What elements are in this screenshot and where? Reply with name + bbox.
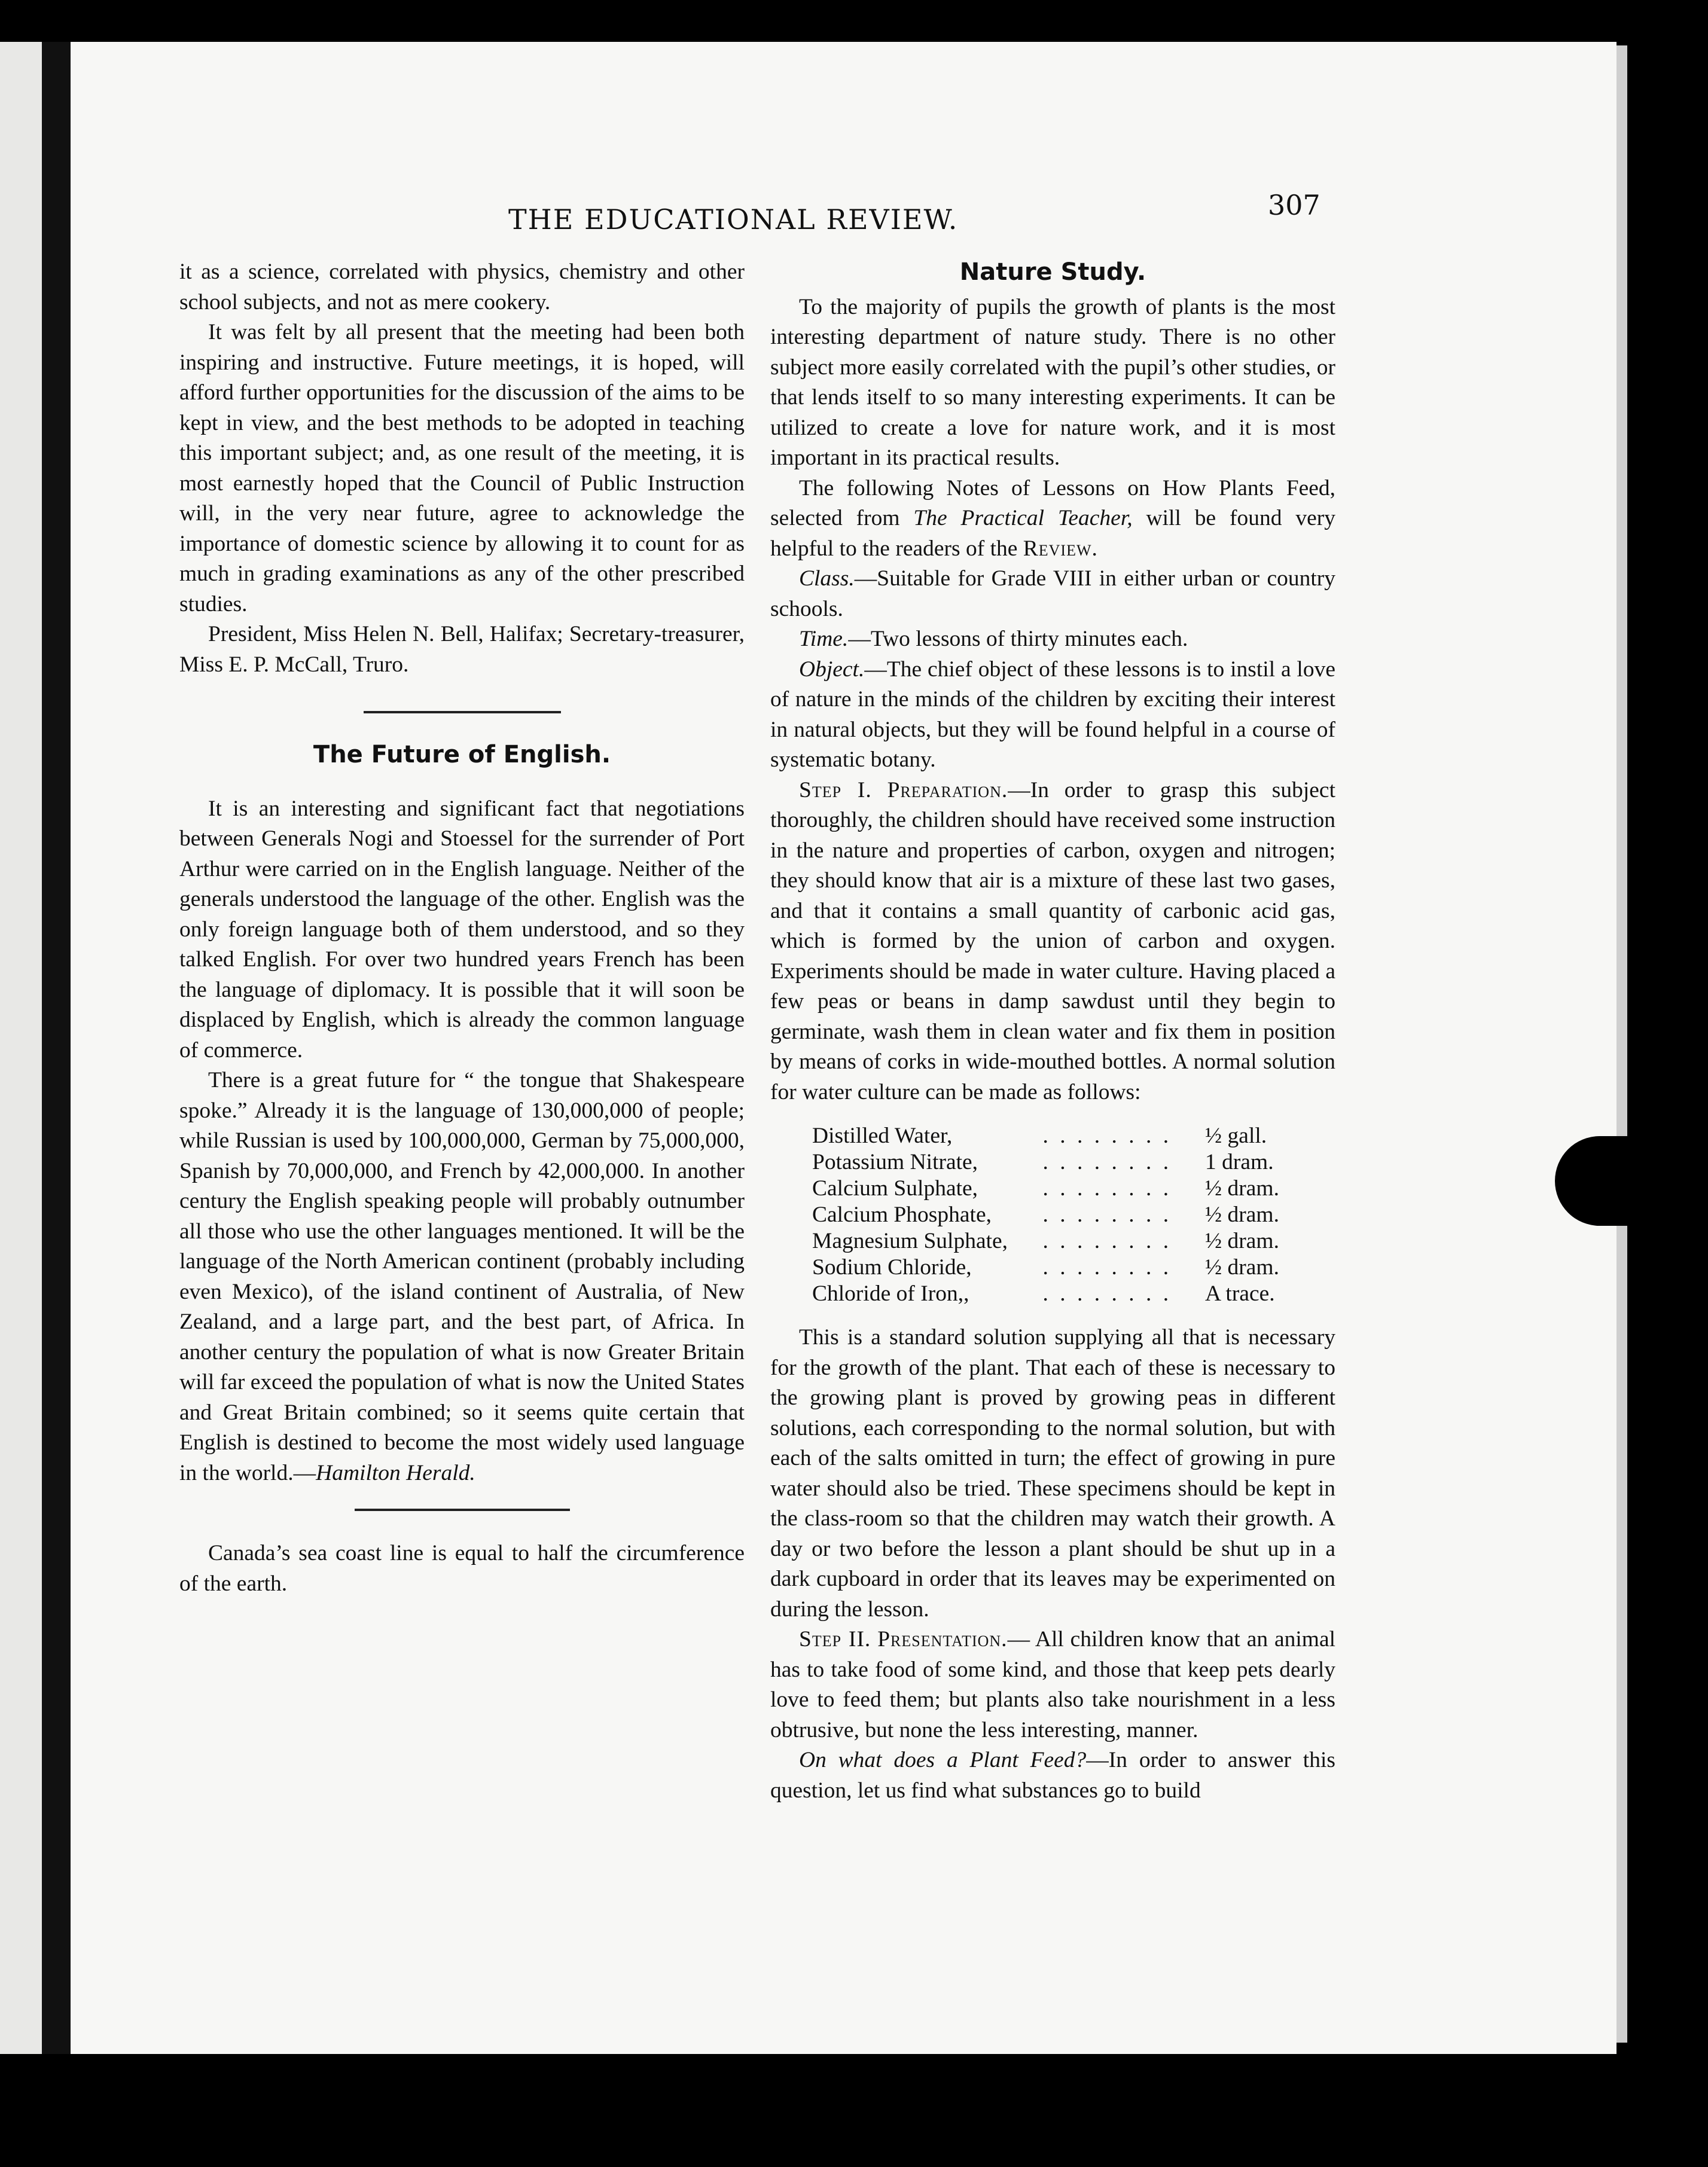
leader-dots: . . . . . . . . <box>1042 1229 1172 1253</box>
article-title-future-of-english: The Future of English. <box>313 741 611 768</box>
article-paragraph-text: There is a great future for “ the tongue that Shakespeare spoke.” Already it is the language of 130,000,000 of people; while Russian is used by 100,000,000, German by 75,000,000, Spanish by 70,000,000, and French by 42,000,000. In another century the English speaking people will probably outnumber all those who use the other languages mentioned. It will be the language of the North American continent (probably including even Mexico), of the island continent of Australia, of New Zealand, and a large part, and the best part, of Africa. In another century the population of what is now Greater Britain will far exceed the population of what is now the United States and Great Britain combined; so it seems quite certain that English is destined to become the most widely used language in the world.— <box>179 1068 745 1485</box>
solution-row <box>812 1123 1291 1149</box>
ingredient-amount: ½ dram. <box>1205 1255 1279 1280</box>
intro-paragraph: To the majority of pupils the growth of plants is the most interesting department of nature study. There is no other subject more easily correlated with the pupil’s other studies, or that lends itself to so many interesting experiments. It can be utilized to create a love for nature work, and it is most important in its practical results. <box>770 294 1335 470</box>
page-edge-shadow <box>1616 45 1627 2043</box>
step1-paragraph <box>770 776 1335 1108</box>
page-clip-shadow <box>1555 1136 1708 1226</box>
object-label: Object. <box>799 657 865 682</box>
leader-dots: . . . . . . . . <box>1042 1150 1172 1174</box>
leader-dots: . . . . . . . . <box>1042 1124 1172 1148</box>
notes-text: will be found very helpful to the readers of the <box>770 506 1336 561</box>
step2-label: Step II. <box>799 1627 871 1652</box>
step2-heading: Presentation. <box>877 1627 1008 1652</box>
ingredient-amount: 1 dram. <box>1205 1150 1274 1174</box>
section-divider <box>355 1509 570 1511</box>
object-text: —The chief object of these lessons is to instil a love of nature in the minds of the children by exciting their interest in natural objects, but they will be found helpful in a course of systematic botany. <box>770 657 1335 772</box>
article-title-nature-study: Nature Study. <box>959 258 1146 286</box>
ingredient-amount: ½ dram. <box>1205 1229 1279 1253</box>
binding-gutter <box>42 42 71 2054</box>
step1-text: —In order to grasp this subject thoroughly, the children should have received some instruction in the nature and properties of carbon, oxygen and nitrogen; they should know that air is a mixture of these last two gases, and that it contains a small quantity of carbonic acid gas, which is formed by the union of carbon and oxygen. Experiments should be made in water culture. Having placed a few peas or beans in damp sawdust until they begin to germinate, wash them in clean water and fix them in position by means of corks in wide-mouthed bottles. A normal solution for water culture can be made as follows: <box>770 777 1335 1104</box>
step2-text: — All children know that an animal has to take food of some kind, and those that keep pets dearly love to feed them; but plants also take nourishment in a less obtrusive, but none the less interesting, manner. <box>770 1627 1336 1742</box>
question-text: —In order to answer this question, let us find what substances go to build <box>770 1748 1335 1803</box>
ingredient-name: Potassium Nitrate, <box>812 1150 978 1174</box>
notes-text: The following Notes of Lessons on How Plants Feed, selected from <box>770 475 1335 530</box>
solution-row <box>812 1149 1291 1176</box>
ingredient-amount: A trace. <box>1205 1281 1275 1306</box>
step1-heading: Preparation. <box>887 777 1008 802</box>
solution-row <box>812 1202 1291 1228</box>
left-column <box>179 257 745 1599</box>
ingredient-amount: ½ dram. <box>1205 1202 1279 1227</box>
leader-dots: . . . . . . . . <box>1042 1176 1172 1201</box>
step1-label: Step I. <box>799 777 872 802</box>
class-label: Class. <box>799 566 855 591</box>
ingredient-amount: ½ dram. <box>1205 1176 1279 1201</box>
ingredient-name: Chloride of Iron,, <box>812 1281 969 1306</box>
notes-review: Review <box>1023 536 1092 561</box>
question-paragraph <box>770 1745 1335 1806</box>
section-divider <box>364 711 561 713</box>
standard-paragraph: This is a standard solution supplying all that is necessary for the growth of the plant. That each of these is necessary to the growing plant is proved by growing peas in different solutions, each corresponding to the normal solution, but with each of the salts omitted in turn; the effect of growing in pure water should also be tried. These specimens should be kept in the class-room so that the children may watch their growth. A day or two before the lesson a plant should be shut up in a dark cupboard in order that its leaves may be experimented on during the lesson. <box>770 1325 1335 1622</box>
continued-paragraph: it as a science, correlated with physics, chemistry and other school subjects, and not as mere cookery. <box>179 260 745 315</box>
notes-source: The Practical Teacher, <box>913 506 1133 530</box>
class-text: —Suitable for Grade VIII in either urban or country schools. <box>770 566 1335 621</box>
leader-dots: . . . . . . . . <box>1042 1281 1172 1306</box>
ingredient-name: Calcium Phosphate, <box>812 1202 992 1227</box>
solution-row <box>812 1228 1291 1255</box>
leader-dots: . . . . . . . . <box>1042 1255 1172 1280</box>
page-number: 307 <box>1268 189 1320 221</box>
ingredient-amount: ½ gall. <box>1205 1124 1267 1148</box>
notes-paragraph <box>770 474 1335 564</box>
meeting-paragraph: It was felt by all present that the meeting had been both inspiring and instructive. Future meetings, it is hoped, will afford further opportunities for the discussion of the aims to be kept in view, and the best methods to be adopted in teaching this important subject; and, as one result of the meeting, it is most earnestly hoped that the Council of Public Instruction will, in the very near future, agree to acknowledge the importance of domestic science by allowing it to count for as much in grading examinations as any of the other prescribed studies. <box>179 320 745 616</box>
object-paragraph <box>770 655 1335 776</box>
solution-row <box>812 1255 1291 1281</box>
solution-row <box>812 1176 1291 1202</box>
officers-paragraph: President, Miss Helen N. Bell, Halifax; Secretary-treasurer, Miss E. P. McCall, Truro. <box>179 622 745 677</box>
time-label: Time. <box>799 627 849 651</box>
time-paragraph <box>770 624 1335 655</box>
class-paragraph <box>770 564 1335 624</box>
step2-paragraph <box>770 1625 1335 1745</box>
question-label: On what does a Plant Feed? <box>799 1748 1087 1772</box>
running-title: THE EDUCATIONAL REVIEW. <box>508 203 959 236</box>
notes-text: . <box>1091 536 1097 561</box>
ingredient-name: Distilled Water, <box>812 1124 953 1148</box>
solution-row <box>812 1281 1291 1307</box>
article-paragraph: It is an interesting and significant fact that negotiations between Generals Nogi and Stoessel for the surrender of Port Arthur were carried on in the English language. Neither of the generals understood the language of the other. English was the only foreign language both of them understood, and so they talked English. For over two hundred years French has been the language of diplomacy. It is possible that it will soon be displaced by English, which is already the common language of commerce. <box>179 796 745 1063</box>
article-paragraph <box>179 1066 745 1488</box>
right-column <box>770 257 1335 1806</box>
time-text: —Two lessons of thirty minutes each. <box>848 627 1188 651</box>
ingredient-name: Calcium Sulphate, <box>812 1176 978 1201</box>
adjacent-page-edge <box>0 42 42 2054</box>
ingredient-name: Magnesium Sulphate, <box>812 1229 1008 1253</box>
article-source: Hamilton Herald. <box>316 1460 475 1485</box>
ingredient-name: Sodium Chloride, <box>812 1255 972 1280</box>
leader-dots: . . . . . . . . <box>1042 1202 1172 1227</box>
page-header <box>0 155 1708 251</box>
solution-table <box>812 1123 1291 1307</box>
footnote-paragraph: Canada’s sea coast line is equal to half the circumference of the earth. <box>179 1541 745 1596</box>
